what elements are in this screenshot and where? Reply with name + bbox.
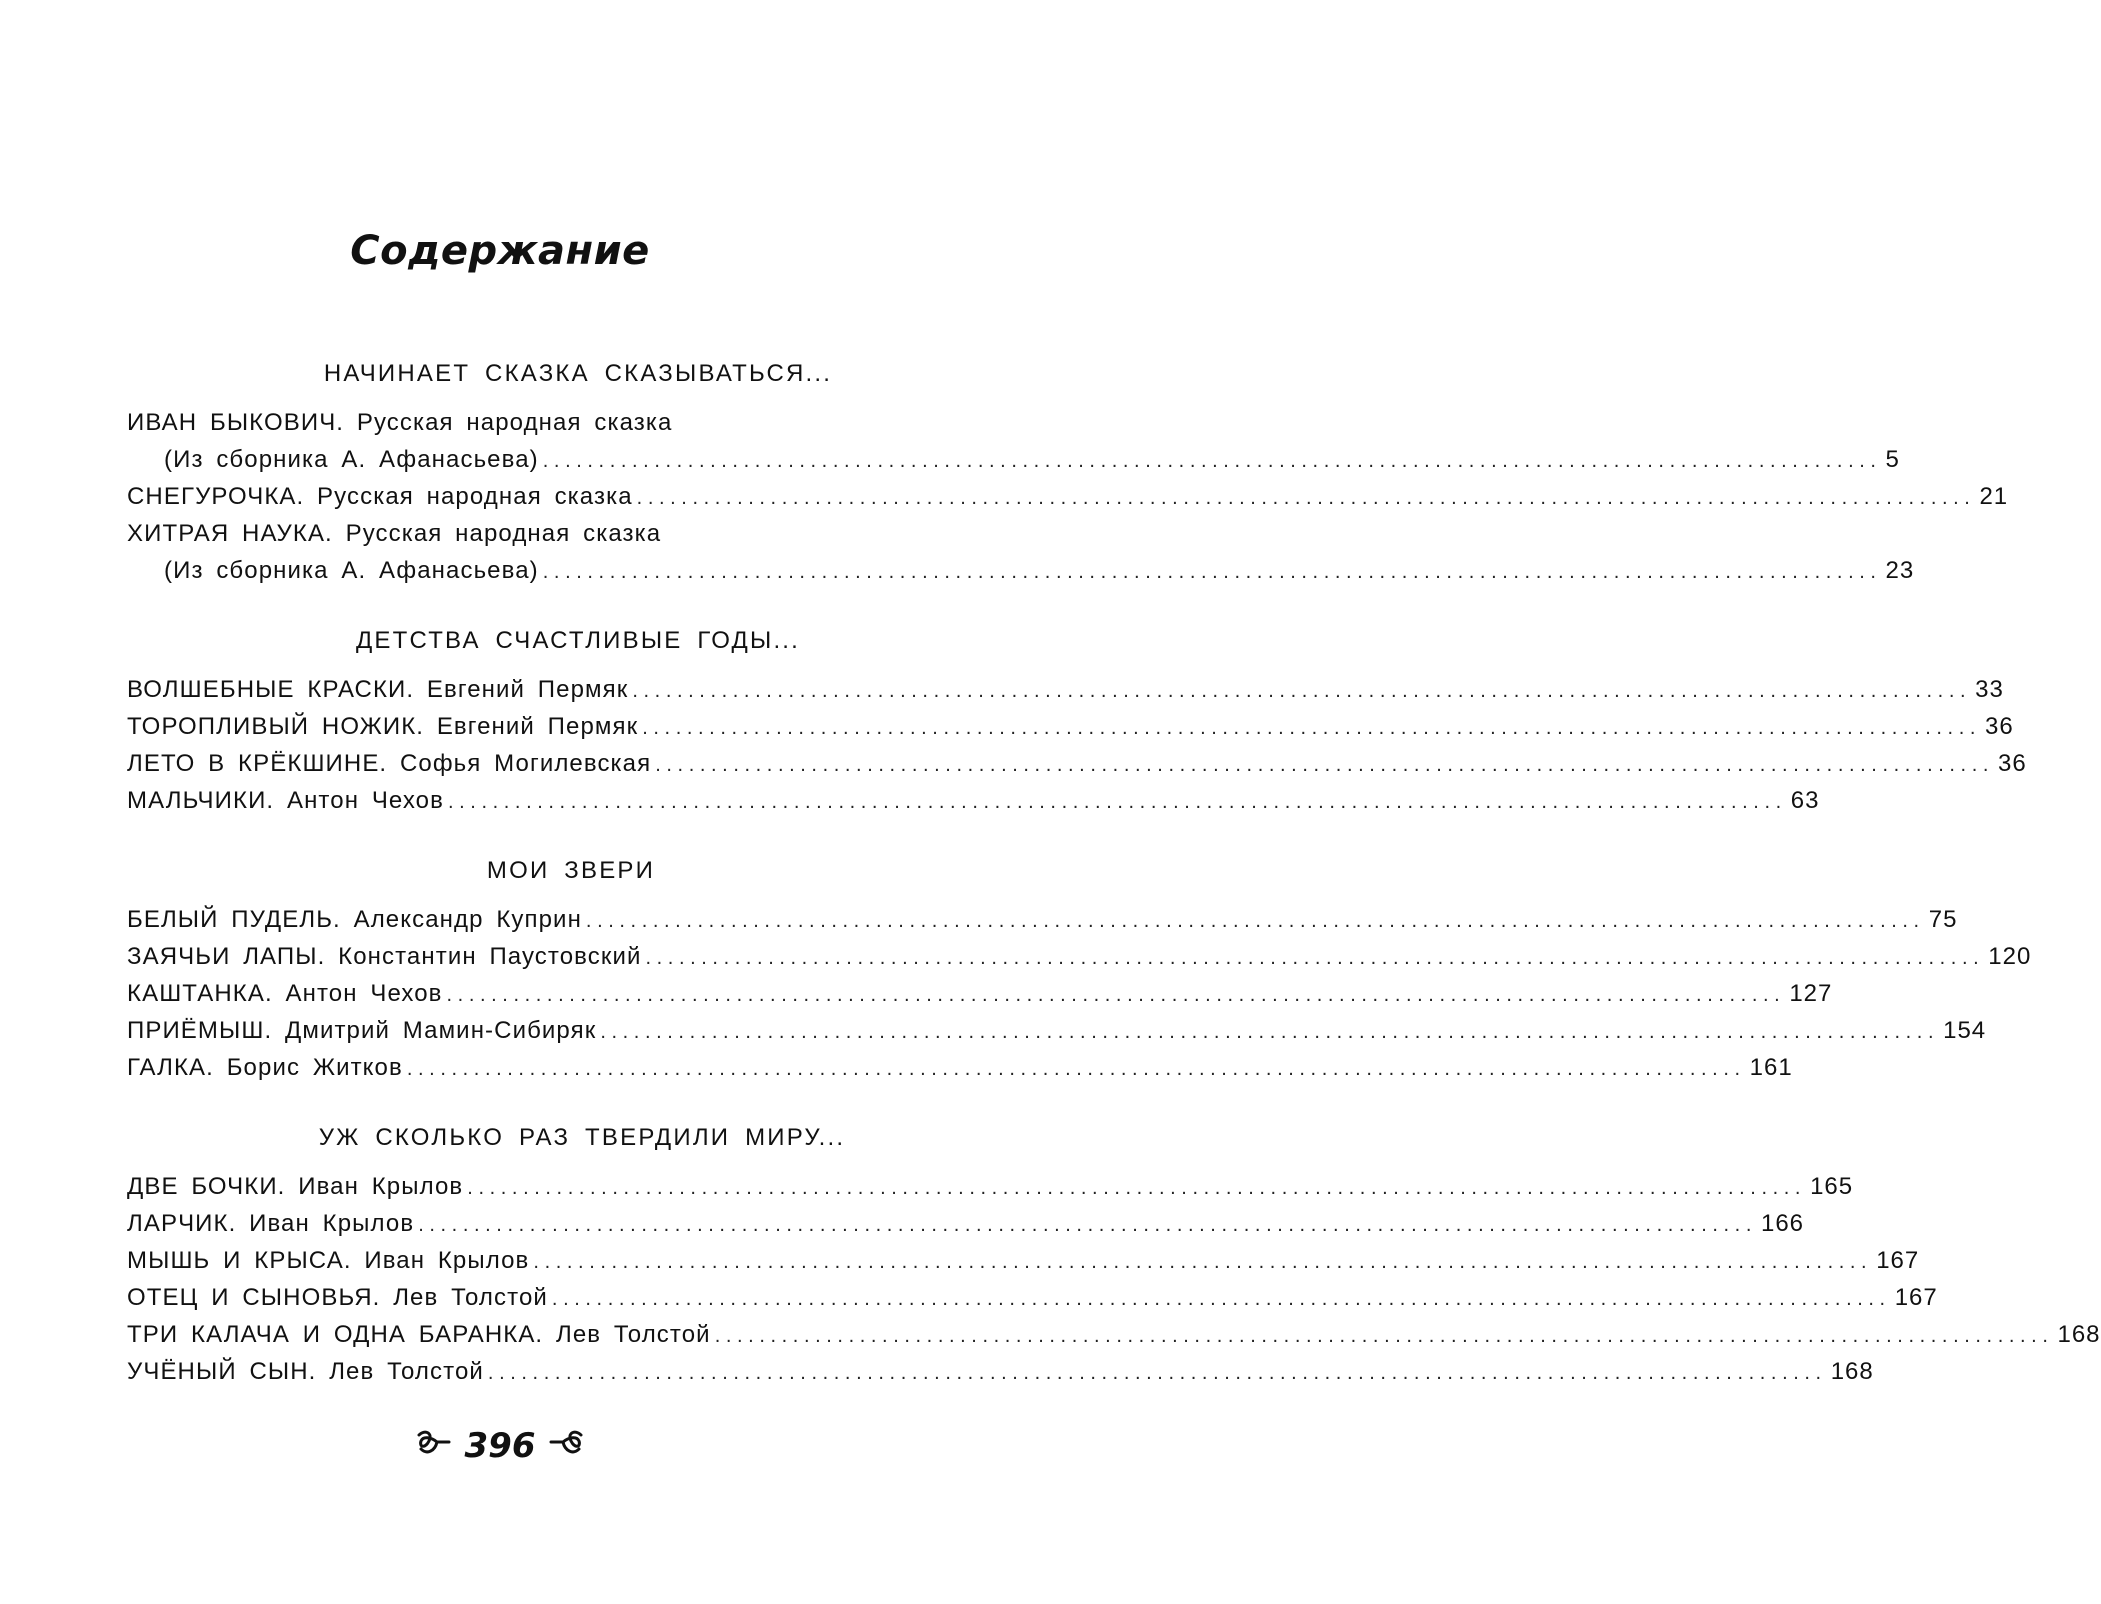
- entry-title: КАШТАНКА. Антон Чехов: [127, 980, 443, 1007]
- entry-title: ЛАРЧИК. Иван Крылов: [127, 1210, 415, 1237]
- entry-title: ВОЛШЕБНЫЕ КРАСКИ. Евгений Пермяк: [127, 676, 629, 703]
- toc-entry: [127, 745, 2027, 782]
- toc-entry: [127, 1205, 1805, 1242]
- dot-leader: ........................................................................................................................: [585, 910, 1925, 932]
- toc-entry: [127, 1353, 1874, 1390]
- entry-title: УЧЁНЫЙ СЫН. Лев Толстой: [127, 1358, 484, 1385]
- toc-entry-continuation: [127, 441, 1900, 478]
- entry-page-number: 167: [1876, 1247, 1920, 1274]
- left-flourish-icon: [415, 1426, 451, 1466]
- toc-entry: [127, 671, 2004, 708]
- toc-entry: [127, 515, 905, 552]
- dot-leader: ........................................................................................................................: [642, 717, 1982, 739]
- dot-leader: ........................................................................................................................: [636, 487, 1976, 509]
- dot-leader: ........................................................................................................................: [487, 1362, 1827, 1384]
- entry-page-number: 165: [1810, 1173, 1854, 1200]
- entry-page-number: 36: [1985, 713, 2014, 740]
- entry-title: ТРИ КАЛАЧА И ОДНА БАРАНКА. Лев Толстой: [127, 1321, 711, 1348]
- toc-entry: [127, 782, 1820, 819]
- toc-entry-continuation: [127, 552, 1915, 589]
- dot-leader: ........................................................................................................................: [406, 1058, 1746, 1080]
- entry-title: МАЛЬЧИКИ. Антон Чехов: [127, 787, 444, 814]
- entry-page-number: 33: [1975, 676, 2004, 703]
- entry-page-number: 154: [1943, 1017, 1987, 1044]
- dot-leader: ........................................................................................................................: [714, 1325, 2054, 1347]
- dot-leader: ........................................................................................................................: [467, 1177, 1807, 1199]
- entry-page-number: 161: [1749, 1054, 1793, 1081]
- toc-entry: [127, 1168, 1854, 1205]
- toc-entry: [127, 975, 1833, 1012]
- entry-title: ОТЕЦ И СЫНОВЬЯ. Лев Толстой: [127, 1284, 548, 1311]
- toc-entry: [127, 938, 2032, 975]
- dot-leader: ........................................................................................................................: [418, 1214, 1757, 1236]
- dot-leader: ........................................................................................................................: [551, 1288, 1891, 1310]
- table-of-contents: [127, 356, 2101, 1390]
- toc-entry: [127, 1316, 2101, 1353]
- page-title: Содержание: [350, 228, 650, 274]
- entry-page-number: 23: [1885, 557, 1915, 584]
- entry-page-number: 166: [1760, 1210, 1805, 1237]
- entry-page-number: 167: [1894, 1284, 1938, 1311]
- dot-leader: ........................................................................................................................: [645, 947, 1985, 969]
- entry-page-number: 168: [1830, 1358, 1874, 1385]
- toc-entry: [127, 1049, 1793, 1086]
- toc-entry: [127, 478, 2009, 515]
- section-heading: НАЧИНАЕТ СКАЗКА СКАЗЫВАТЬСЯ...: [323, 360, 833, 387]
- dot-leader: ........................................................................................................................: [446, 984, 1786, 1006]
- section-heading: МОИ ЗВЕРИ: [486, 857, 656, 884]
- dot-leader: ........................................................................................................................: [533, 1251, 1873, 1273]
- page-number: 396: [464, 1425, 536, 1466]
- entry-title: МЫШЬ И КРЫСА. Иван Крылов: [127, 1247, 530, 1274]
- toc-entry: [127, 1012, 1987, 1049]
- entry-page-number: 120: [1988, 943, 2032, 970]
- entry-title: ЗАЯЧЬИ ЛАПЫ. Константин Паустовский: [127, 943, 642, 970]
- section-heading: ДЕТСТВА СЧАСТЛИВЫЕ ГОДЫ...: [355, 627, 801, 654]
- entry-title: ДВЕ БОЧКИ. Иван Крылов: [127, 1173, 464, 1200]
- entry-page-number: 5: [1885, 446, 1900, 473]
- entry-page-number: 75: [1928, 906, 1958, 933]
- entry-subtitle: (Из сборника А. Афанасьева): [164, 557, 539, 584]
- section-heading: УЖ СКОЛЬКО РАЗ ТВЕРДИЛИ МИРУ...: [318, 1124, 846, 1151]
- dot-leader: ........................................................................................................................: [447, 791, 1787, 813]
- entry-subtitle: (Из сборника А. Афанасьева): [164, 446, 539, 473]
- entry-page-number: 127: [1789, 980, 1833, 1007]
- toc-entry: [127, 404, 905, 441]
- dot-leader: ........................................................................................................................: [542, 450, 1882, 472]
- entry-title: ИВАН БЫКОВИЧ. Русская народная сказка: [127, 409, 673, 436]
- entry-title: БЕЛЫЙ ПУДЕЛЬ. Александр Куприн: [127, 906, 582, 933]
- entry-title: ПРИЁМЫШ. Дмитрий Мамин-Сибиряк: [127, 1017, 597, 1044]
- toc-entry: [127, 901, 1958, 938]
- entry-page-number: 63: [1790, 787, 1820, 814]
- entry-title: ГАЛКА. Борис Житков: [127, 1054, 403, 1081]
- dot-leader: ........................................................................................................................: [600, 1021, 1940, 1043]
- dot-leader: ........................................................................................................................: [655, 754, 1995, 776]
- toc-entry: [127, 1279, 1938, 1316]
- toc-entry: [127, 1242, 1920, 1279]
- dot-leader: ........................................................................................................................: [542, 561, 1882, 583]
- entry-title: ХИТРАЯ НАУКА. Русская народная сказка: [127, 520, 662, 547]
- entry-page-number: 36: [1998, 750, 2027, 777]
- dot-leader: ........................................................................................................................: [632, 680, 1972, 702]
- entry-page-number: 168: [2057, 1321, 2101, 1348]
- entry-page-number: 21: [1979, 483, 2009, 510]
- entry-title: ЛЕТО В КРЁКШИНЕ. Софья Могилевская: [127, 750, 652, 777]
- page-number-footer: [0, 1424, 1000, 1466]
- right-flourish-icon: [549, 1426, 585, 1466]
- toc-entry: [127, 708, 2014, 745]
- entry-title: СНЕГУРОЧКА. Русская народная сказка: [127, 483, 633, 510]
- entry-title: ТОРОПЛИВЫЙ НОЖИК. Евгений Пермяк: [127, 713, 639, 740]
